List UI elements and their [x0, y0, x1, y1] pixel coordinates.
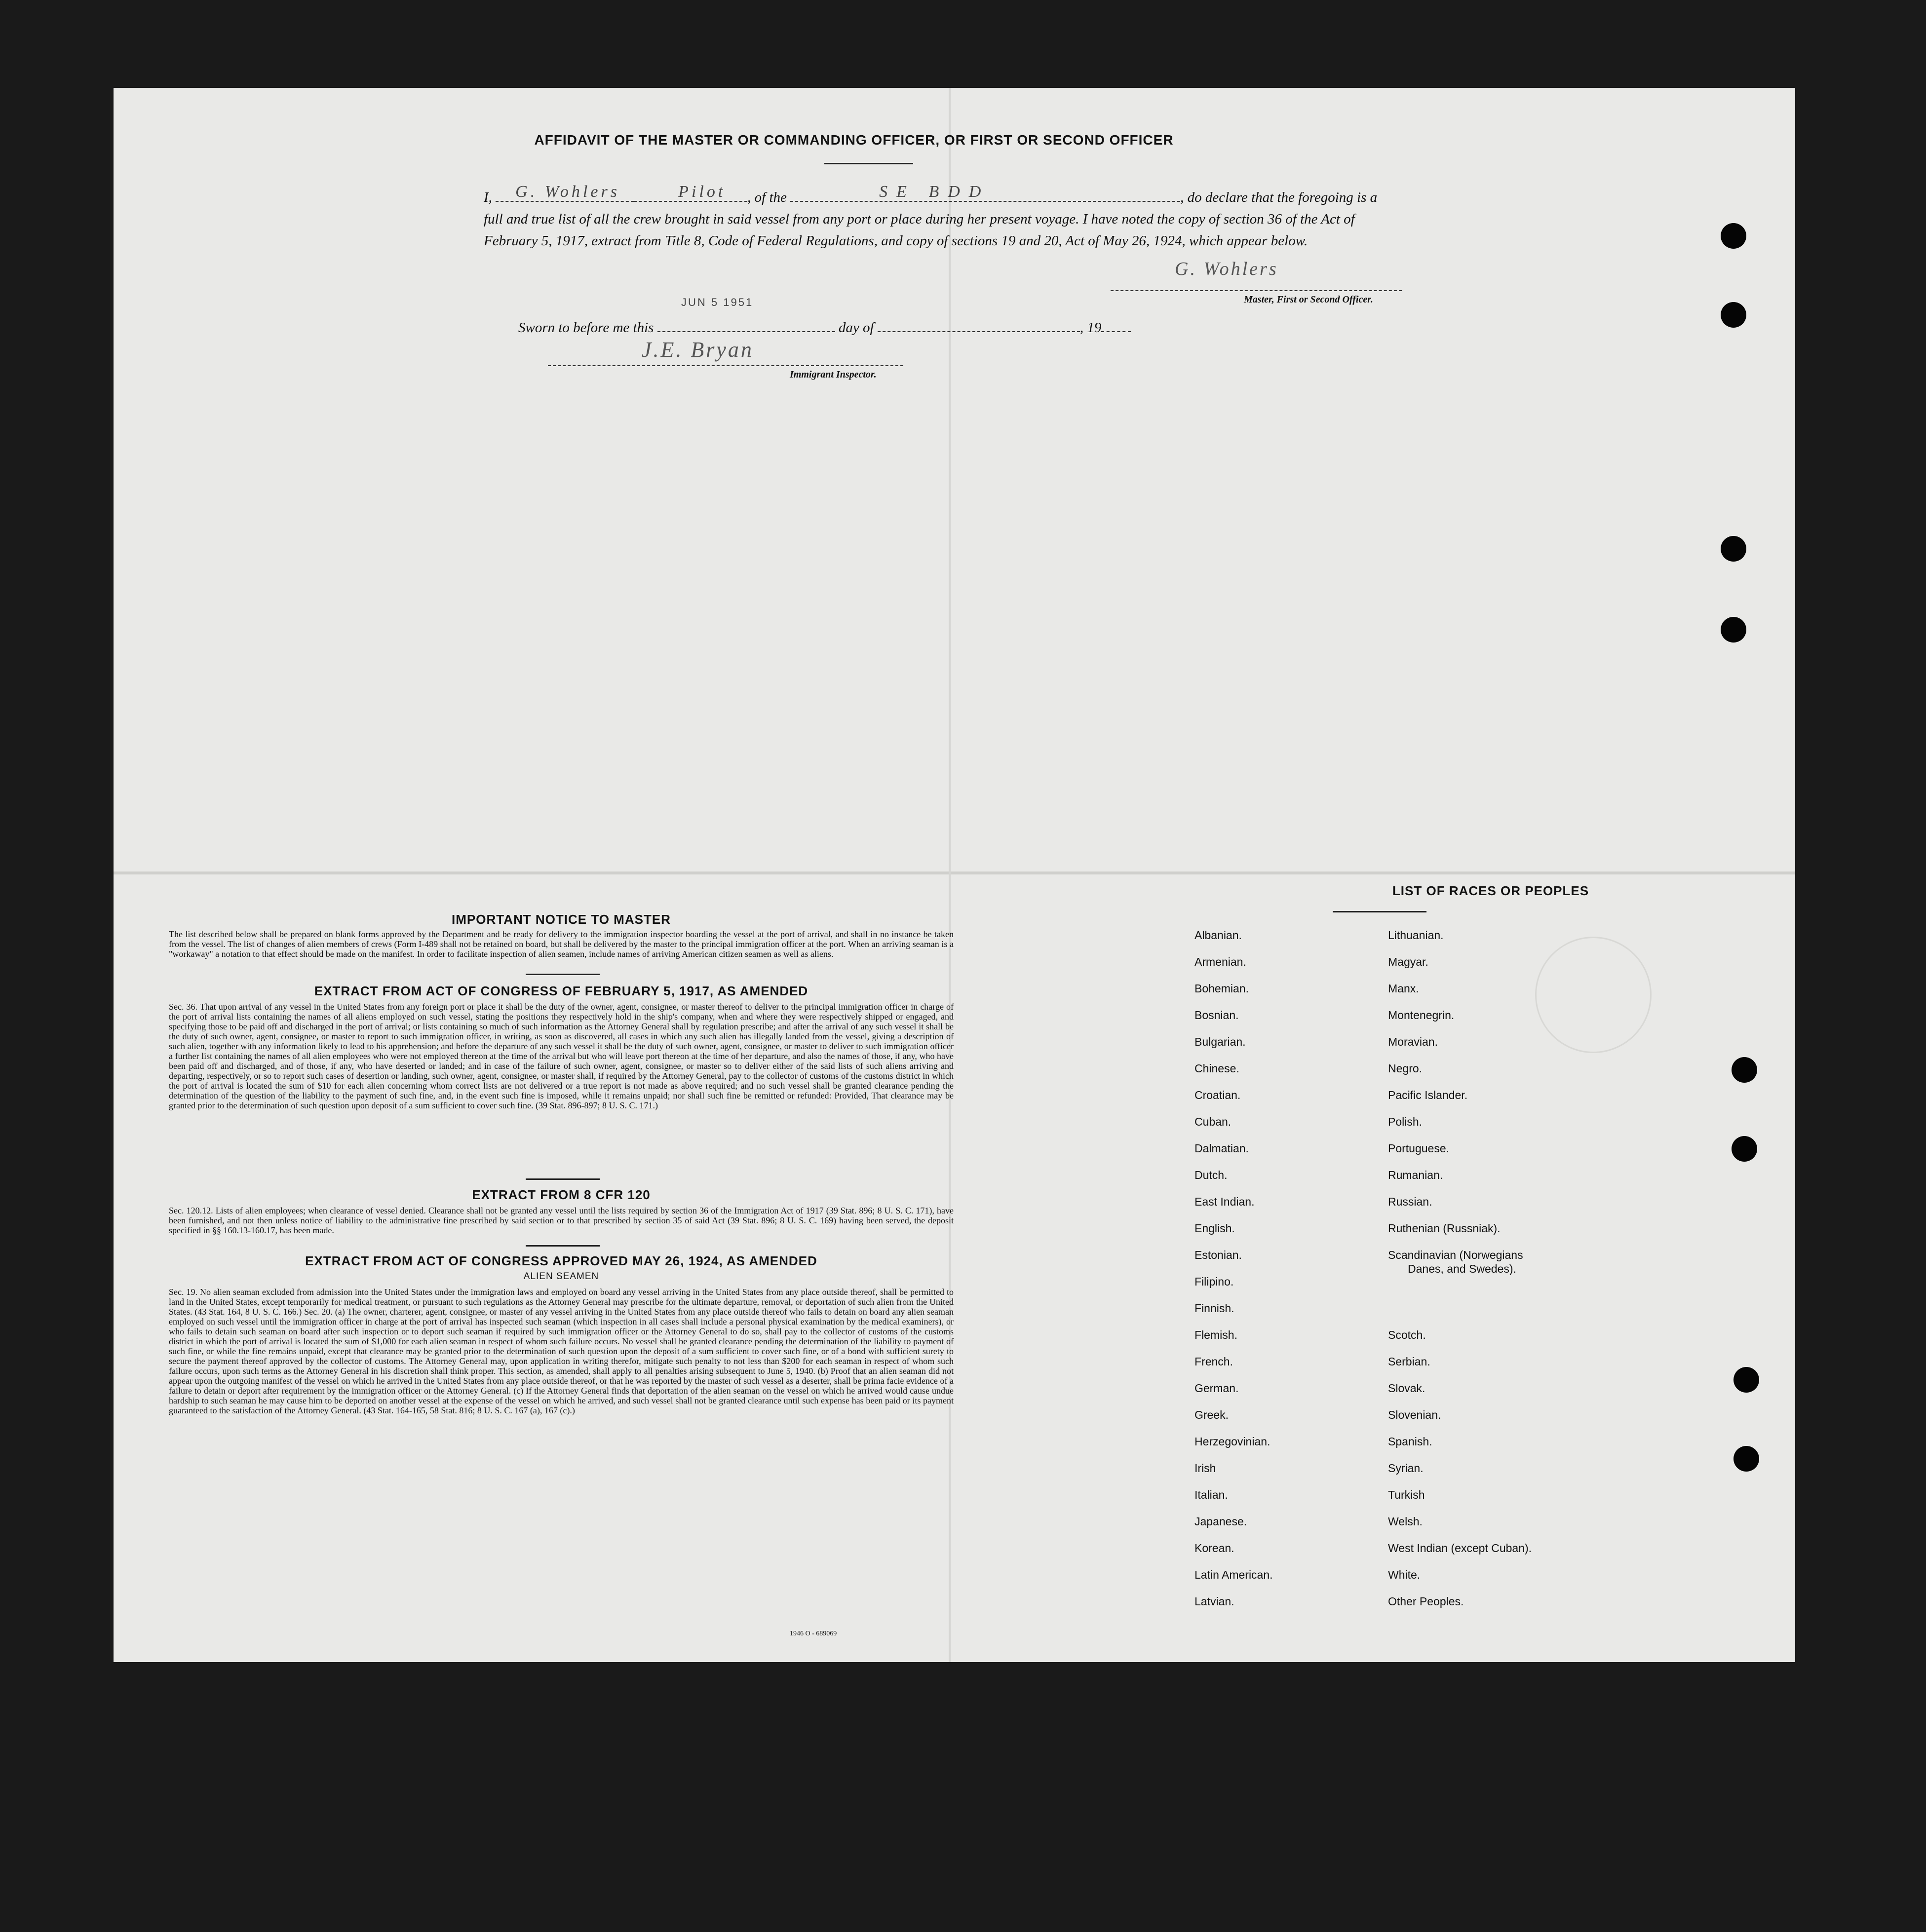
- notice-text: The list described below shall be prepared on blank forms approved by the Department and be ready for delivery to the immigration inspector boarding the vessel at the port of arrival, and shall in no instance be taken from the vessel. The list of changes of alien members of crews (Form I-489 shall not be retained on board, but shall be delivered by the master to the principal immigration officer at the port. When an arriving seaman is a "workaway" a notation to that effect should be made on the manifest. In order to facilitate inspection of alien seamen, include names of arriving American citizen seamen as well as aliens.: [169, 929, 954, 959]
- race-item: Magyar.: [1388, 955, 1428, 968]
- race-item: Negro.: [1388, 1062, 1423, 1075]
- notice-title: IMPORTANT NOTICE TO MASTER: [452, 912, 671, 927]
- race-item: Spanish.: [1388, 1435, 1432, 1448]
- race-item: West Indian (except Cuban).: [1388, 1542, 1532, 1554]
- race-item: Montenegrin.: [1388, 1009, 1455, 1022]
- race-item: Finnish.: [1194, 1302, 1234, 1315]
- race-item: Japanese.: [1194, 1515, 1247, 1528]
- year-label: , 19: [1079, 320, 1102, 336]
- form-page: [114, 88, 1795, 1662]
- race-item: Filipino.: [1194, 1275, 1234, 1288]
- race-item: Danes, and Swedes).: [1408, 1262, 1516, 1275]
- race-item: Slovak.: [1388, 1382, 1425, 1395]
- master-signature-line: [1111, 290, 1402, 291]
- date-stamp: JUN 5 1951: [681, 296, 754, 308]
- position-field[interactable]: [634, 183, 747, 202]
- binder-hole: [1721, 223, 1746, 249]
- race-item: Scandinavian (Norwegians: [1388, 1249, 1523, 1261]
- sworn-line: [518, 320, 1259, 336]
- race-item: Portuguese.: [1388, 1142, 1450, 1155]
- vessel-field[interactable]: [790, 183, 1180, 202]
- extract-1917-text: Sec. 36. That upon arrival of any vessel in the United States from any foreign port or place it shall be the duty of the owner, agent, consignee, or master thereof to deliver to the principal immigration officer in charge of the port of arrival lists containing the names of all aliens employed on such vessel, stating the positions they respectively hold in the ship's company, when and where they were respectively shipped or engaged, and specifying those to be paid off and discharged in the port of arrival; or lists containing so much of such information as the Attorney General shall by regulation prescribe; and after the arrival of any such vessel it shall be the duty of such owner, agent, consignee, or master to report to such immigration officer, in writing, as soon as discovered, all cases in which any such alien has illegally landed from the vessel, giving a description of such alien, together with any information likely to lead to his apprehension; and before the departure of any such vessel it shall be the duty of such owner, agent, consignee, or master to deliver to such immigration officer a further list containing the names of all alien employees who were not employed thereon at the time of the arrival but who will leave port thereon at the time of her departure, and also the names of those, if any, who have been paid off and discharged, and of those, if any, who have deserted or landed; and in case of the failure of such owner, agent, consignee, or master so to deliver either of the said lists of such aliens arriving and departing, respectively, or so to report such cases of desertion or landing, such owner, agent, consignee, or master shall, if required by the Attorney General, pay to the collector of customs of the customs district in which the port of arrival is located the sum of $10 for each alien concerning whom correct lists are not delivered or a true report is not made as above required; and no such vessel shall be granted clearance pending the determination of the question of the liability to the payment of such fine, and, in the event such fine is imposed, while it remains unpaid; nor shall such fine be remitted or refunded: Provided, That clearance may be granted prior to the determination of such question upon deposit of a sum sufficient to cover such fine. (39 Stat. 896-897; 8 U. S. C. 171.): [169, 1002, 954, 1110]
- title-rule: [824, 163, 913, 164]
- sworn-year-field[interactable]: [1101, 331, 1131, 332]
- race-item: Herzegovinian.: [1194, 1435, 1271, 1448]
- extract-cfr-title: EXTRACT FROM 8 CFR 120: [472, 1187, 651, 1202]
- race-item: Pacific Islander.: [1388, 1089, 1468, 1101]
- extract-1917-title: EXTRACT FROM ACT OF CONGRESS OF FEBRUARY 5, 1917, AS AMENDED: [314, 984, 809, 998]
- extract-1917-rule: [526, 1178, 600, 1180]
- day-of-label: day of: [838, 320, 874, 336]
- binder-hole: [1733, 1367, 1759, 1393]
- race-item: Armenian.: [1194, 955, 1246, 968]
- of-the-label: , of the: [747, 189, 787, 205]
- binder-hole: [1732, 1057, 1757, 1083]
- race-item: Dalmatian.: [1194, 1142, 1249, 1155]
- i-label: I,: [484, 189, 492, 205]
- binder-hole: [1721, 536, 1746, 562]
- extract-1924-title: EXTRACT FROM ACT OF CONGRESS APPROVED MAY 26, 1924, AS AMENDED: [305, 1253, 817, 1268]
- races-title: LIST OF RACES OR PEOPLES: [1392, 883, 1589, 898]
- extract-cfr-rule: [526, 1245, 600, 1247]
- race-item: Croatian.: [1194, 1089, 1241, 1101]
- name-field[interactable]: [496, 183, 634, 202]
- print-code: 1946 O - 689069: [790, 1630, 837, 1637]
- position-handwriting: Pilot: [678, 183, 726, 201]
- race-item: White.: [1388, 1568, 1421, 1581]
- race-item: Lithuanian.: [1388, 929, 1444, 942]
- declaration-body: that the foregoing is a full and true list of all the crew brought in said vessel from any port or place during her present voyage. I have noted the copy of section 36 of the Act of February 5, 1917, extract from Title 8, Code of Federal Regulations, and copy of sections 19 and 20, Act of May 26, 1924, which appear below.: [484, 189, 1378, 249]
- race-item: Slovenian.: [1388, 1408, 1441, 1421]
- race-item: Bohemian.: [1194, 982, 1249, 995]
- binder-hole: [1721, 302, 1746, 328]
- race-item: Dutch.: [1194, 1169, 1228, 1181]
- race-item: Bosnian.: [1194, 1009, 1239, 1022]
- race-item: German.: [1194, 1382, 1239, 1395]
- do-declare-label: , do declare: [1180, 189, 1248, 205]
- race-item: Albanian.: [1194, 929, 1242, 942]
- race-item: Manx.: [1388, 982, 1419, 995]
- declaration-block: [484, 183, 1397, 252]
- race-item: East Indian.: [1194, 1195, 1255, 1208]
- race-item: Serbian.: [1388, 1355, 1430, 1368]
- race-item: Ruthenian (Russniak).: [1388, 1222, 1501, 1235]
- race-item: Latvian.: [1194, 1595, 1234, 1608]
- notice-rule: [526, 974, 600, 975]
- extract-1924-subtitle: ALIEN SEAMEN: [523, 1271, 599, 1282]
- master-caption: Master, First or Second Officer.: [1244, 294, 1373, 305]
- race-item: Cuban.: [1194, 1115, 1232, 1128]
- race-item: Estonian.: [1194, 1249, 1242, 1261]
- race-item: Greek.: [1194, 1408, 1229, 1421]
- embossed-seal: [1535, 937, 1652, 1053]
- race-item: Other Peoples.: [1388, 1595, 1464, 1608]
- inspector-caption: Immigrant Inspector.: [790, 369, 877, 380]
- race-item: Syrian.: [1388, 1462, 1424, 1475]
- fold-crease-horizontal: [114, 871, 1795, 874]
- affidavit-title: AFFIDAVIT OF THE MASTER OR COMMANDING OFFICER, OR FIRST OR SECOND OFFICER: [534, 132, 1174, 148]
- sworn-day-field[interactable]: [657, 331, 835, 332]
- inspector-signature-line: [548, 365, 903, 366]
- race-item: Latin American.: [1194, 1568, 1273, 1581]
- race-item: Turkish: [1388, 1488, 1425, 1501]
- race-item: Moravian.: [1388, 1035, 1438, 1048]
- race-item: Flemish.: [1194, 1328, 1237, 1341]
- sworn-label: Sworn to before me this: [518, 320, 654, 336]
- race-item: Korean.: [1194, 1542, 1234, 1554]
- master-signature: G. Wohlers: [1175, 259, 1278, 279]
- race-item: Chinese.: [1194, 1062, 1239, 1075]
- race-item: Russian.: [1388, 1195, 1432, 1208]
- binder-hole: [1733, 1446, 1759, 1472]
- race-item: Irish: [1194, 1462, 1216, 1475]
- race-item: Rumanian.: [1388, 1169, 1443, 1181]
- name-handwriting: G. Wohlers: [515, 183, 620, 201]
- race-item: Polish.: [1388, 1115, 1423, 1128]
- inspector-signature: J.E. Bryan: [642, 338, 754, 362]
- race-item: English.: [1194, 1222, 1235, 1235]
- races-rule: [1333, 911, 1426, 912]
- sworn-month-field[interactable]: [878, 331, 1080, 332]
- race-item: Scotch.: [1388, 1328, 1426, 1341]
- binder-hole: [1721, 617, 1746, 643]
- binder-hole: [1732, 1136, 1757, 1162]
- extract-1924-text: Sec. 19. No alien seaman excluded from admission into the United States under the immigration laws and employed on board any vessel arriving in the United States from any place outside thereof, shall be permitted to land in the United States, except temporarily for medical treatment, or pursuant to such regulations as the Attorney General may prescribe for the ultimate departure, removal, or deportation of such alien from the United States. (43 Stat. 164, 8 U. S. C. 166.) Sec. 20. (a) The owner, charterer, agent, consignee, or master of any vessel arriving in the United States from any place outside thereof who fails to detain on board any alien seaman employed on such vessel until the immigration officer in charge at the port of arrival has inspected such seaman (which inspection in all cases shall include a personal physical examination by the medical examiners), or who fails to detain such seaman on board after such inspection or to deport such seaman if required by such immigration officer or the Attorney General to do so, shall pay to the collector of customs of the customs district in which the port of arrival is located the sum of $1,000 for each alien seaman in respect of whom such failure occurs. No vessel shall be granted clearance pending the determination of the liability to payment of such fine, or while the fine remains unpaid, except that clearance may be granted prior to the determination of such question upon the deposit of a sum sufficient to cover such fine, or of a bond with sufficient surety to secure the payment thereof approved by the collector of customs. The Attorney General may, upon application in writing therefor, mitigate such penalty to not less than $200 for each seaman in respect of whom such failure occurs, upon such terms as the Attorney General in his discretion shall think proper. This section, as amended, shall apply to all penalties arising subsequent to June 5, 1940. (b) Proof that an alien seaman did not appear upon the outgoing manifest of the vessel on which he arrived in the United States from any place outside thereof, or that he was reported by the master of such vessel as a deserter, shall be prima facie evidence of a failure to detain or deport after requirement by the immigration officer or the Attorney General. (c) If the Attorney General finds that deportation of the alien seaman on the vessel on which he arrived would cause undue hardship to such seaman he may cause him to be deported on another vessel at the expense of the vessel on which he arrived, and such vessel shall not be granted clearance until such expense has been paid or its payment guaranteed to the satisfaction of the Attorney General. (43 Stat. 164-165, 58 Stat. 816; 8 U. S. C. 167 (a), 167 (c).): [169, 1287, 954, 1415]
- race-item: Bulgarian.: [1194, 1035, 1246, 1048]
- race-item: French.: [1194, 1355, 1233, 1368]
- race-item: Welsh.: [1388, 1515, 1423, 1528]
- race-item: Italian.: [1194, 1488, 1228, 1501]
- extract-cfr-text: Sec. 120.12. Lists of alien employees; when clearance of vessel denied. Clearance shall not be granted any vessel until the lists required by section 36 of the Immigration Act of 1917 (39 Stat. 896; 8 U. S. C. 171), have been furnished, and not then unless notice of liability to the administrative fine prescribed by said section or to that prescribed by section 35 of said Act (39 Stat. 896; 8 U. S. C. 169) having been served, the deposit specified in §§ 160.13-160.17, has been made.: [169, 1206, 954, 1235]
- vessel-handwriting: SE BDD: [879, 183, 990, 201]
